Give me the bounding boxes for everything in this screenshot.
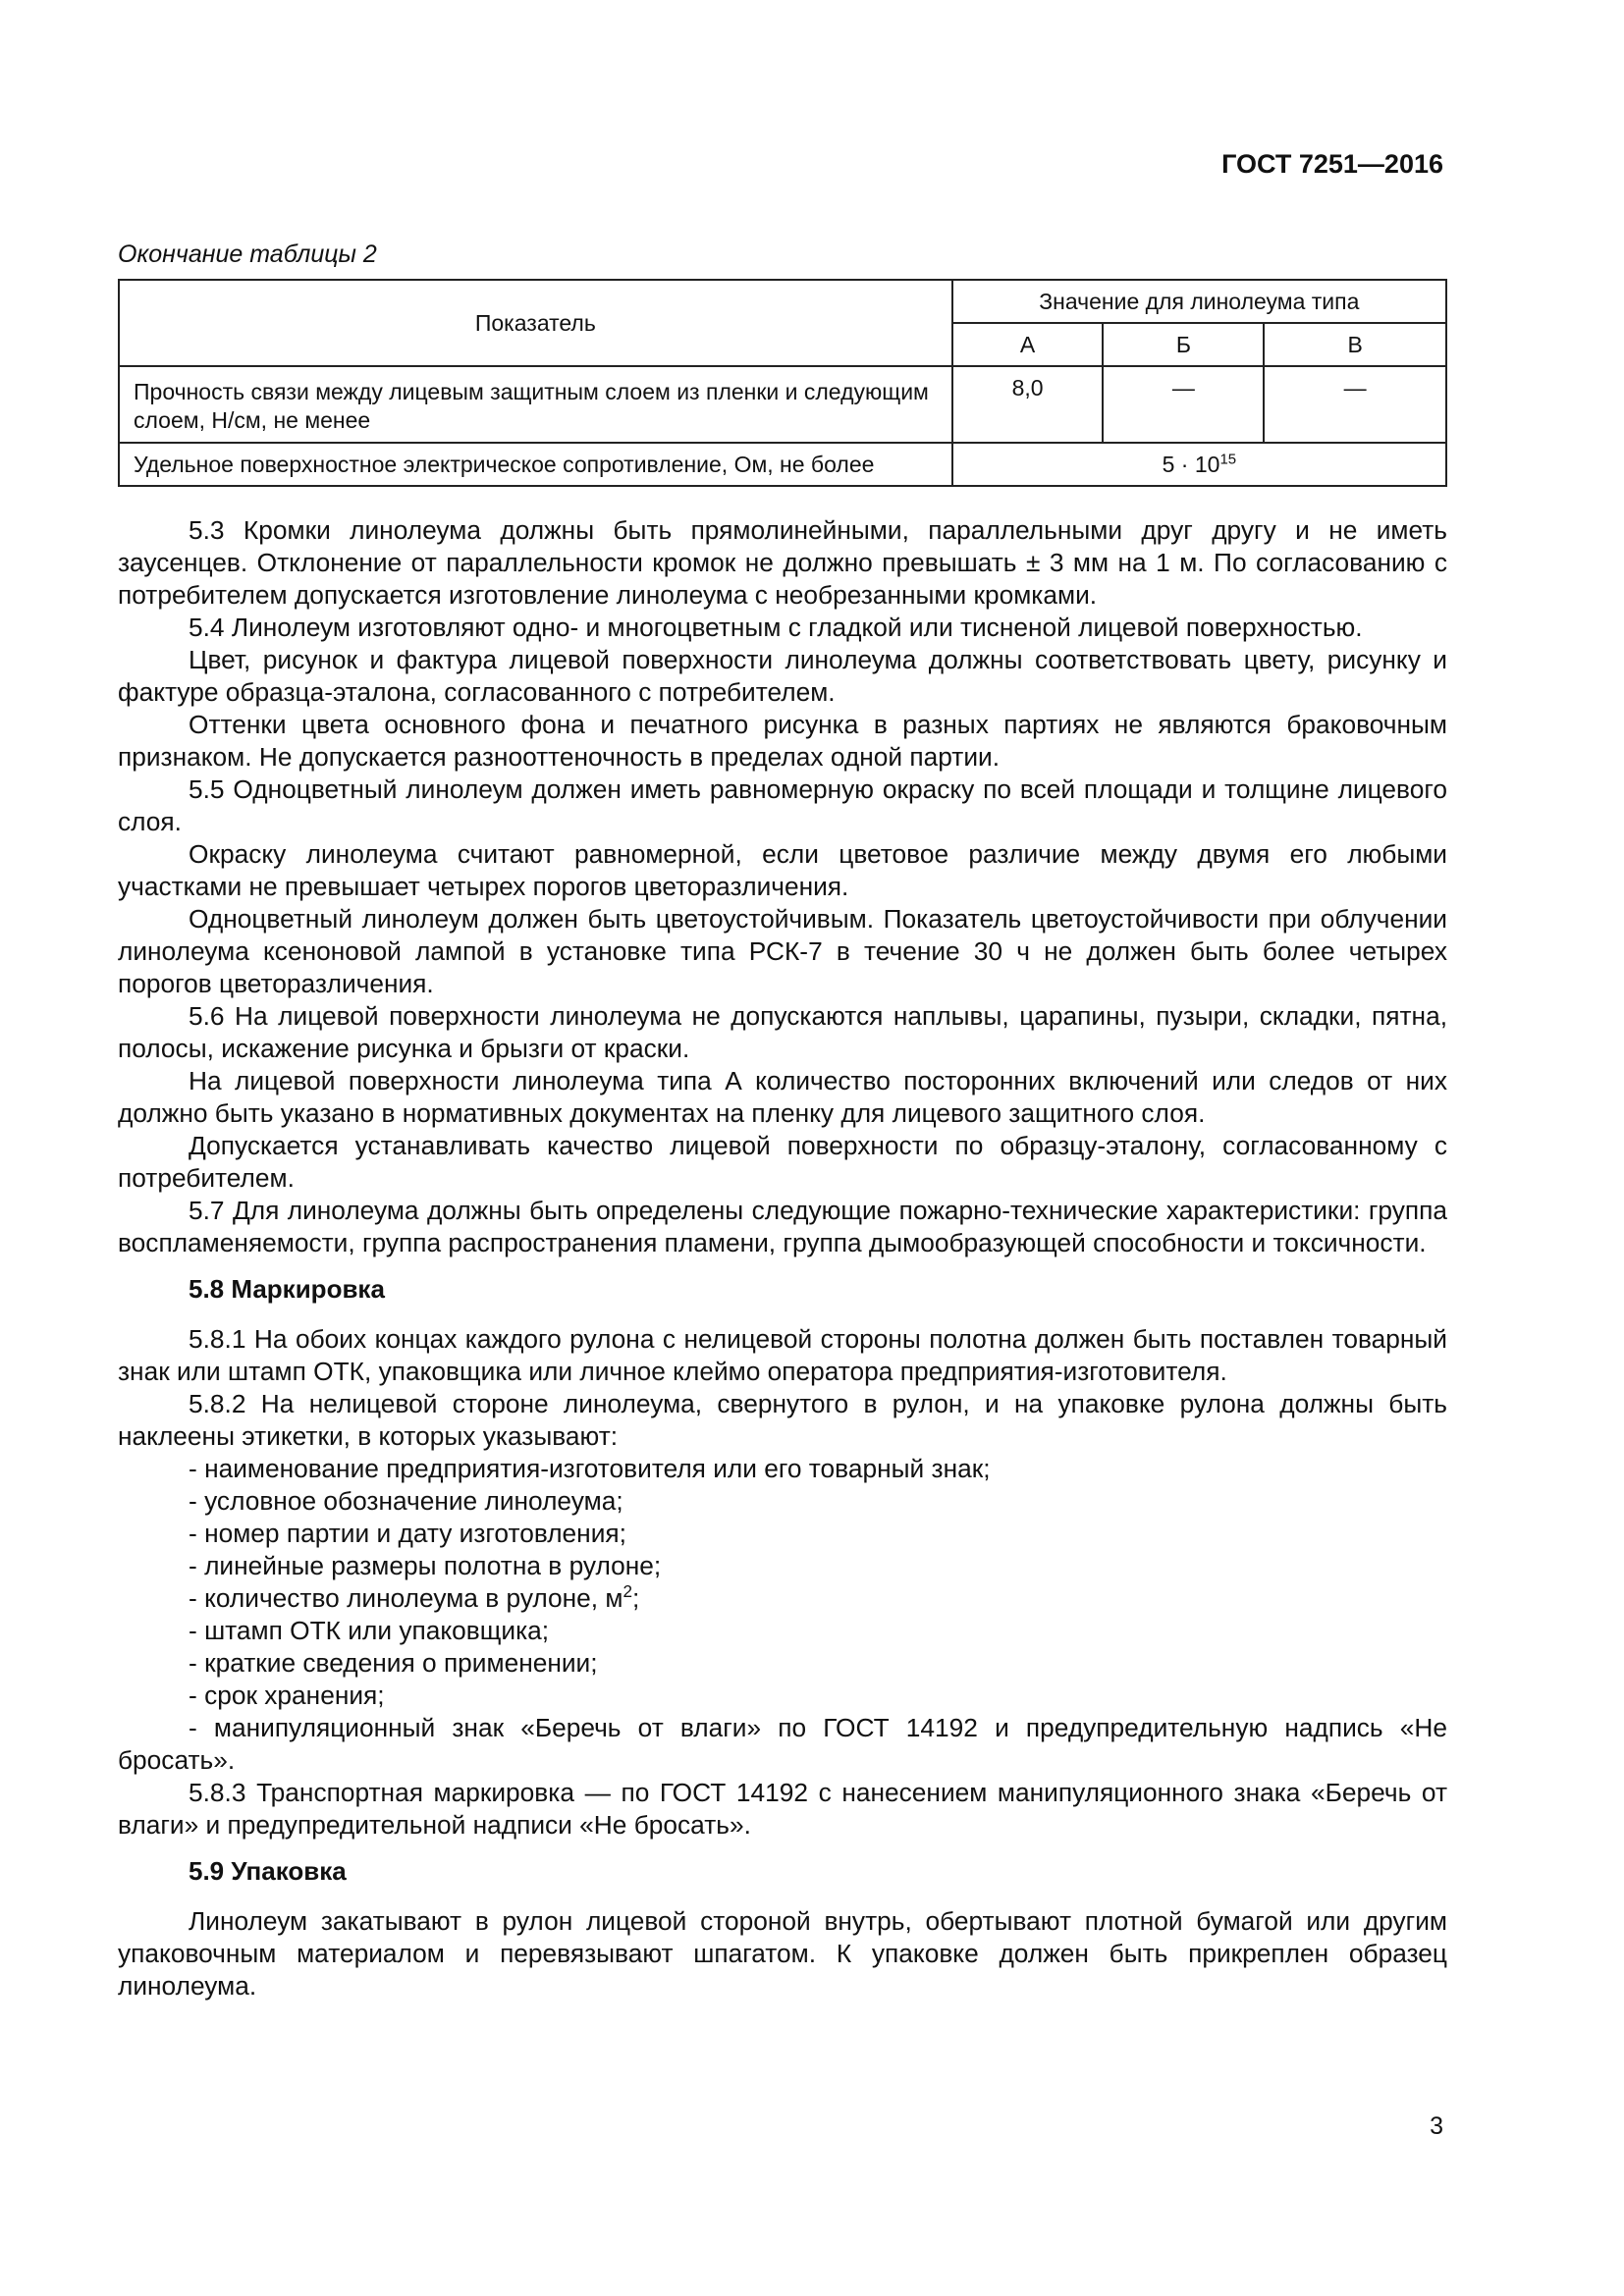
table-caption: Окончание таблицы 2 (118, 240, 377, 268)
para-5-7: 5.7 Для линолеума должны быть определены следующие пожарно-технические характеристики: группа воспламеняемости, группа распространения пламени, группа дымообразующей способности и токсичности. (118, 1196, 1447, 1257)
para-5-6-reference: Допускается устанавливать качество лицевой поверхности по образцу-эталону, согласованному с потребителем. (118, 1131, 1447, 1193)
row1-value-c: — (1264, 366, 1446, 443)
list-item: - линейные размеры полотна в рулоне; (189, 1551, 662, 1580)
list-item: - наименование предприятия-изготовителя или его товарный знак; (189, 1454, 991, 1483)
heading-5-8: 5.8 Маркировка (189, 1274, 385, 1304)
para-5-3: 5.3 Кромки линолеума должны быть прямолинейными, параллельными друг другу и не иметь заусенцев. Отклонение от параллельности кромок не должно превышать ± 3 мм на 1 м. По согласованию с потребителем допускается изготовление линолеума с необрезанными кромками. (118, 515, 1447, 610)
row2-value: $5 \cdot 10^{15}$ (952, 443, 1446, 486)
body-text (118, 514, 1447, 2002)
header-value-group: Значение для линолеума типа (952, 280, 1446, 323)
row1-indicator: Прочность связи между лицевым защитным слоем из пленки и следующим слоем, Н/см, не менее (119, 366, 952, 443)
list-item-last: - манипуляционный знак «Беречь от влаги» по ГОСТ 14192 и предупредительную надпись «Не бросать». (118, 1713, 1447, 1775)
para-5-4-color: Цвет, рисунок и фактура лицевой поверхности линолеума должны соответствовать цвету, рисунку и фактуре образца-эталона, согласованного с потребителем. (118, 645, 1447, 707)
para-5-6: 5.6 На лицевой поверхности линолеума не допускаются наплывы, царапины, пузыри, складки, пятна, полосы, искажение рисунка и брызги от краски. (118, 1001, 1447, 1063)
list-item: - количество линолеума в рулоне, $м^2$; (189, 1582, 640, 1613)
list-item: - условное обозначение линолеума; (189, 1486, 623, 1516)
para-5-9: Линолеум закатывают в рулон лицевой стороной внутрь, обертывают плотной бумагой или другим упаковочным материалом и перевязывают шпагатом. К упаковке должен быть прикреплен образец линолеума. (118, 1906, 1447, 2001)
list-item: - штамп ОТК или упаковщика; (189, 1616, 550, 1645)
row1-value-b: — (1103, 366, 1264, 443)
header-type-b: Б (1103, 323, 1264, 366)
para-5-6-inclusions: На лицевой поверхности линолеума типа А количество посторонних включений или следов от них должно быть указано в нормативных документах на пленку для лицевого защитного слоя. (118, 1066, 1447, 1128)
header-indicator: Показатель (119, 280, 952, 366)
page-number: 3 (1430, 2112, 1443, 2140)
para-5-4-shades: Оттенки цвета основного фона и печатного рисунка в разных партиях не являются браковочным признаком. Не допускается разнооттеночность в пределах одной партии. (118, 710, 1447, 772)
para-5-5-colorfast: Одноцветный линолеум должен быть цветоустойчивым. Показатель цветоустойчивости при облучении линолеума ксеноновой лампой в установке типа РСК-7 в течение 30 ч не должен быть более четырех порогов цветоразличения. (118, 904, 1447, 998)
para-5-8-2: 5.8.2 На нелицевой стороне линолеума, свернутого в рулон, и на упаковке рулона должны быть наклеены этикетки, в которых указывают: (118, 1389, 1447, 1451)
row1-value-a: 8,0 (952, 366, 1104, 443)
para-5-8-1: 5.8.1 На обоих концах каждого рулона с нелицевой стороны полотна должен быть поставлен товарный знак или штамп ОТК, упаковщика или личное клеймо оператора предприятия-изготовителя. (118, 1324, 1447, 1386)
list-item: - краткие сведения о применении; (189, 1648, 598, 1678)
para-5-8-3: 5.8.3 Транспортная маркировка — по ГОСТ 14192 с нанесением манипуляционного знака «Беречь от влаги» и предупредительной надписи «Не бросать». (118, 1778, 1447, 1840)
header-type-c: В (1264, 323, 1446, 366)
para-5-5-uniform: Окраску линолеума считают равномерной, если цветовое различие между двумя его любыми участками не превышает четырех порогов цветоразличения. (118, 839, 1447, 901)
spec-table (118, 279, 1447, 487)
header-type-a: А (952, 323, 1104, 366)
list-item: - срок хранения; (189, 1681, 385, 1710)
list-item: - номер партии и дату изготовления; (189, 1519, 626, 1548)
para-5-4: 5.4 Линолеум изготовляют одно- и многоцветным с гладкой или тисненой лицевой поверхностью. (189, 613, 1363, 642)
heading-5-9: 5.9 Упаковка (189, 1856, 347, 1886)
para-5-5: 5.5 Одноцветный линолеум должен иметь равномерную окраску по всей площади и толщине лицевого слоя. (118, 774, 1447, 836)
document-id: ГОСТ 7251—2016 (1221, 149, 1443, 179)
row2-indicator: Удельное поверхностное электрическое сопротивление, Ом, не более (119, 443, 952, 486)
